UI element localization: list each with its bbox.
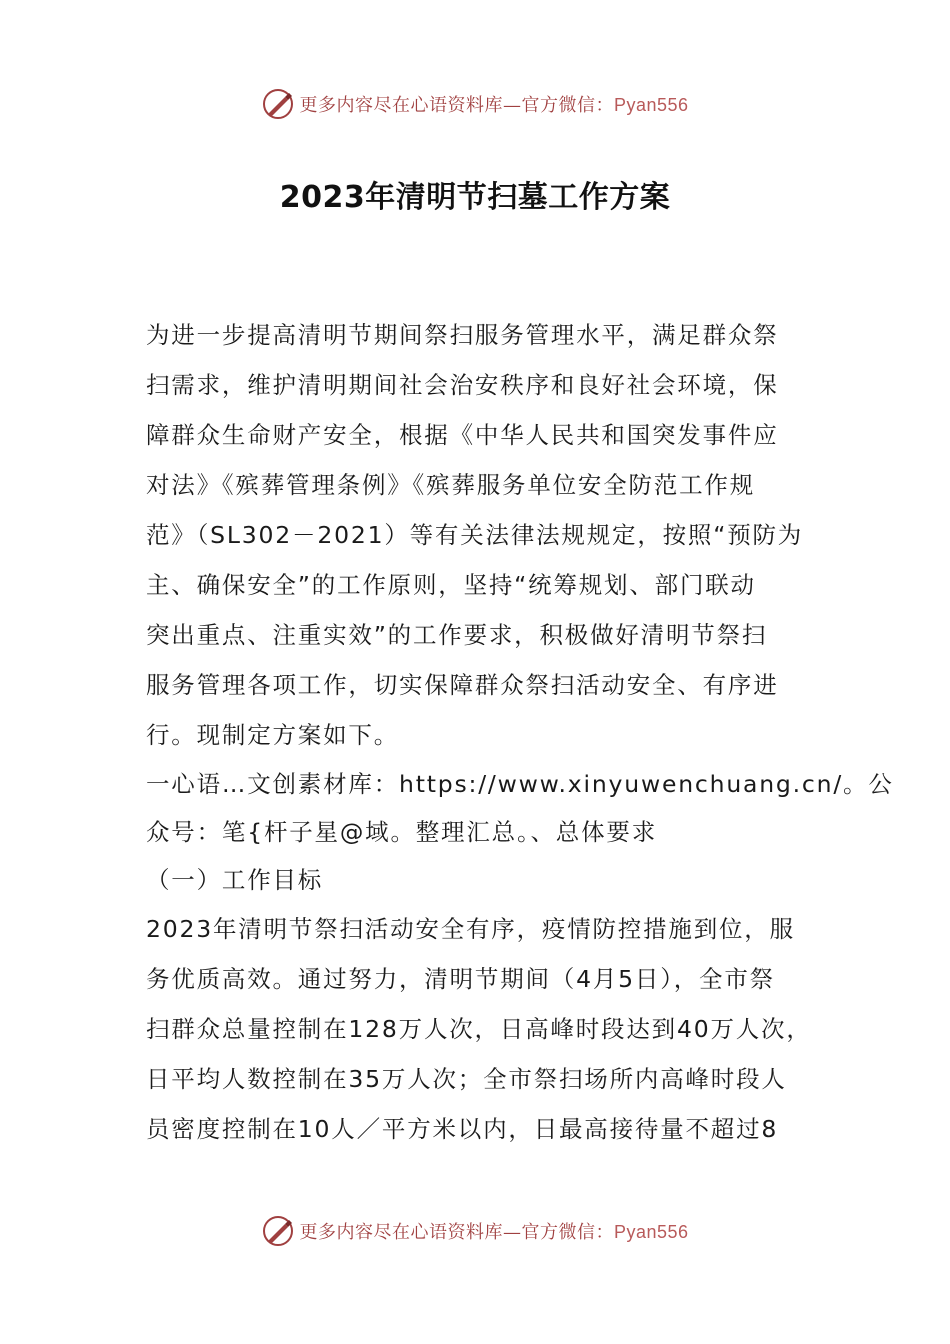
pen-logo-icon — [261, 87, 295, 121]
body-line: 范》（SL302－2021）等有关法律法规规定，按照“预防为 — [146, 521, 804, 549]
body-line: 众号：笔{杆子星@域。整理汇总。、总体要求 — [146, 818, 658, 846]
footer-watermark — [0, 1211, 950, 1251]
document-title: 2023年清明节扫墓工作方案 — [279, 180, 671, 215]
body-line: 服务管理各项工作，切实保障群众祭扫活动安全、有序进 — [146, 671, 779, 699]
body-line: 日平均人数控制在35万人次；全市祭扫场所内高峰时段人 — [146, 1065, 787, 1093]
watermark-text: 更多内容尽在心语资料库—官方微信：Pyan556 — [299, 95, 689, 116]
body-line: 扫需求，维护清明期间社会治安秩序和良好社会环境，保 — [146, 371, 779, 399]
watermark-wechat-id: Pyan556 — [613, 95, 689, 115]
document-body — [146, 310, 894, 1154]
watermark-text: 更多内容尽在心语资料库—官方微信：Pyan556 — [299, 1222, 689, 1243]
body-line: 对法》《殡葬管理条例》《殡葬服务单位安全防范工作规 — [146, 471, 755, 499]
body-line: 务优质高效。通过努力，清明节期间（4月5日），全市祭 — [146, 965, 775, 993]
watermark-wechat-id: Pyan556 — [613, 1222, 689, 1242]
header-watermark — [0, 84, 950, 124]
body-line: 员密度控制在10人／平方米以内，日最高接待量不超过8 — [146, 1115, 779, 1143]
body-line: 突出重点、注重实效”的工作要求，积极做好清明节祭扫 — [146, 621, 768, 649]
body-line: 2023年清明节祭扫活动安全有序，疫情防控措施到位，服 — [146, 915, 795, 943]
pen-logo-icon — [261, 1214, 295, 1248]
body-line: 为进一步提高清明节期间祭扫服务管理水平，满足群众祭 — [146, 321, 779, 349]
body-line: 行。现制定方案如下。 — [146, 721, 399, 749]
body-line: 一心语…文创素材库：https://www.xinyuwenchuang.cn/。公 — [146, 770, 894, 798]
section-heading: （一）工作目标 — [146, 866, 324, 894]
body-line: 主、确保安全”的工作原则，坚持“统筹规划、部门联动 — [146, 571, 756, 599]
body-line: 扫群众总量控制在128万人次，日高峰时段达到40万人次， — [146, 1015, 812, 1043]
body-line: 障群众生命财产安全，根据《中华人民共和国突发事件应 — [146, 421, 779, 449]
